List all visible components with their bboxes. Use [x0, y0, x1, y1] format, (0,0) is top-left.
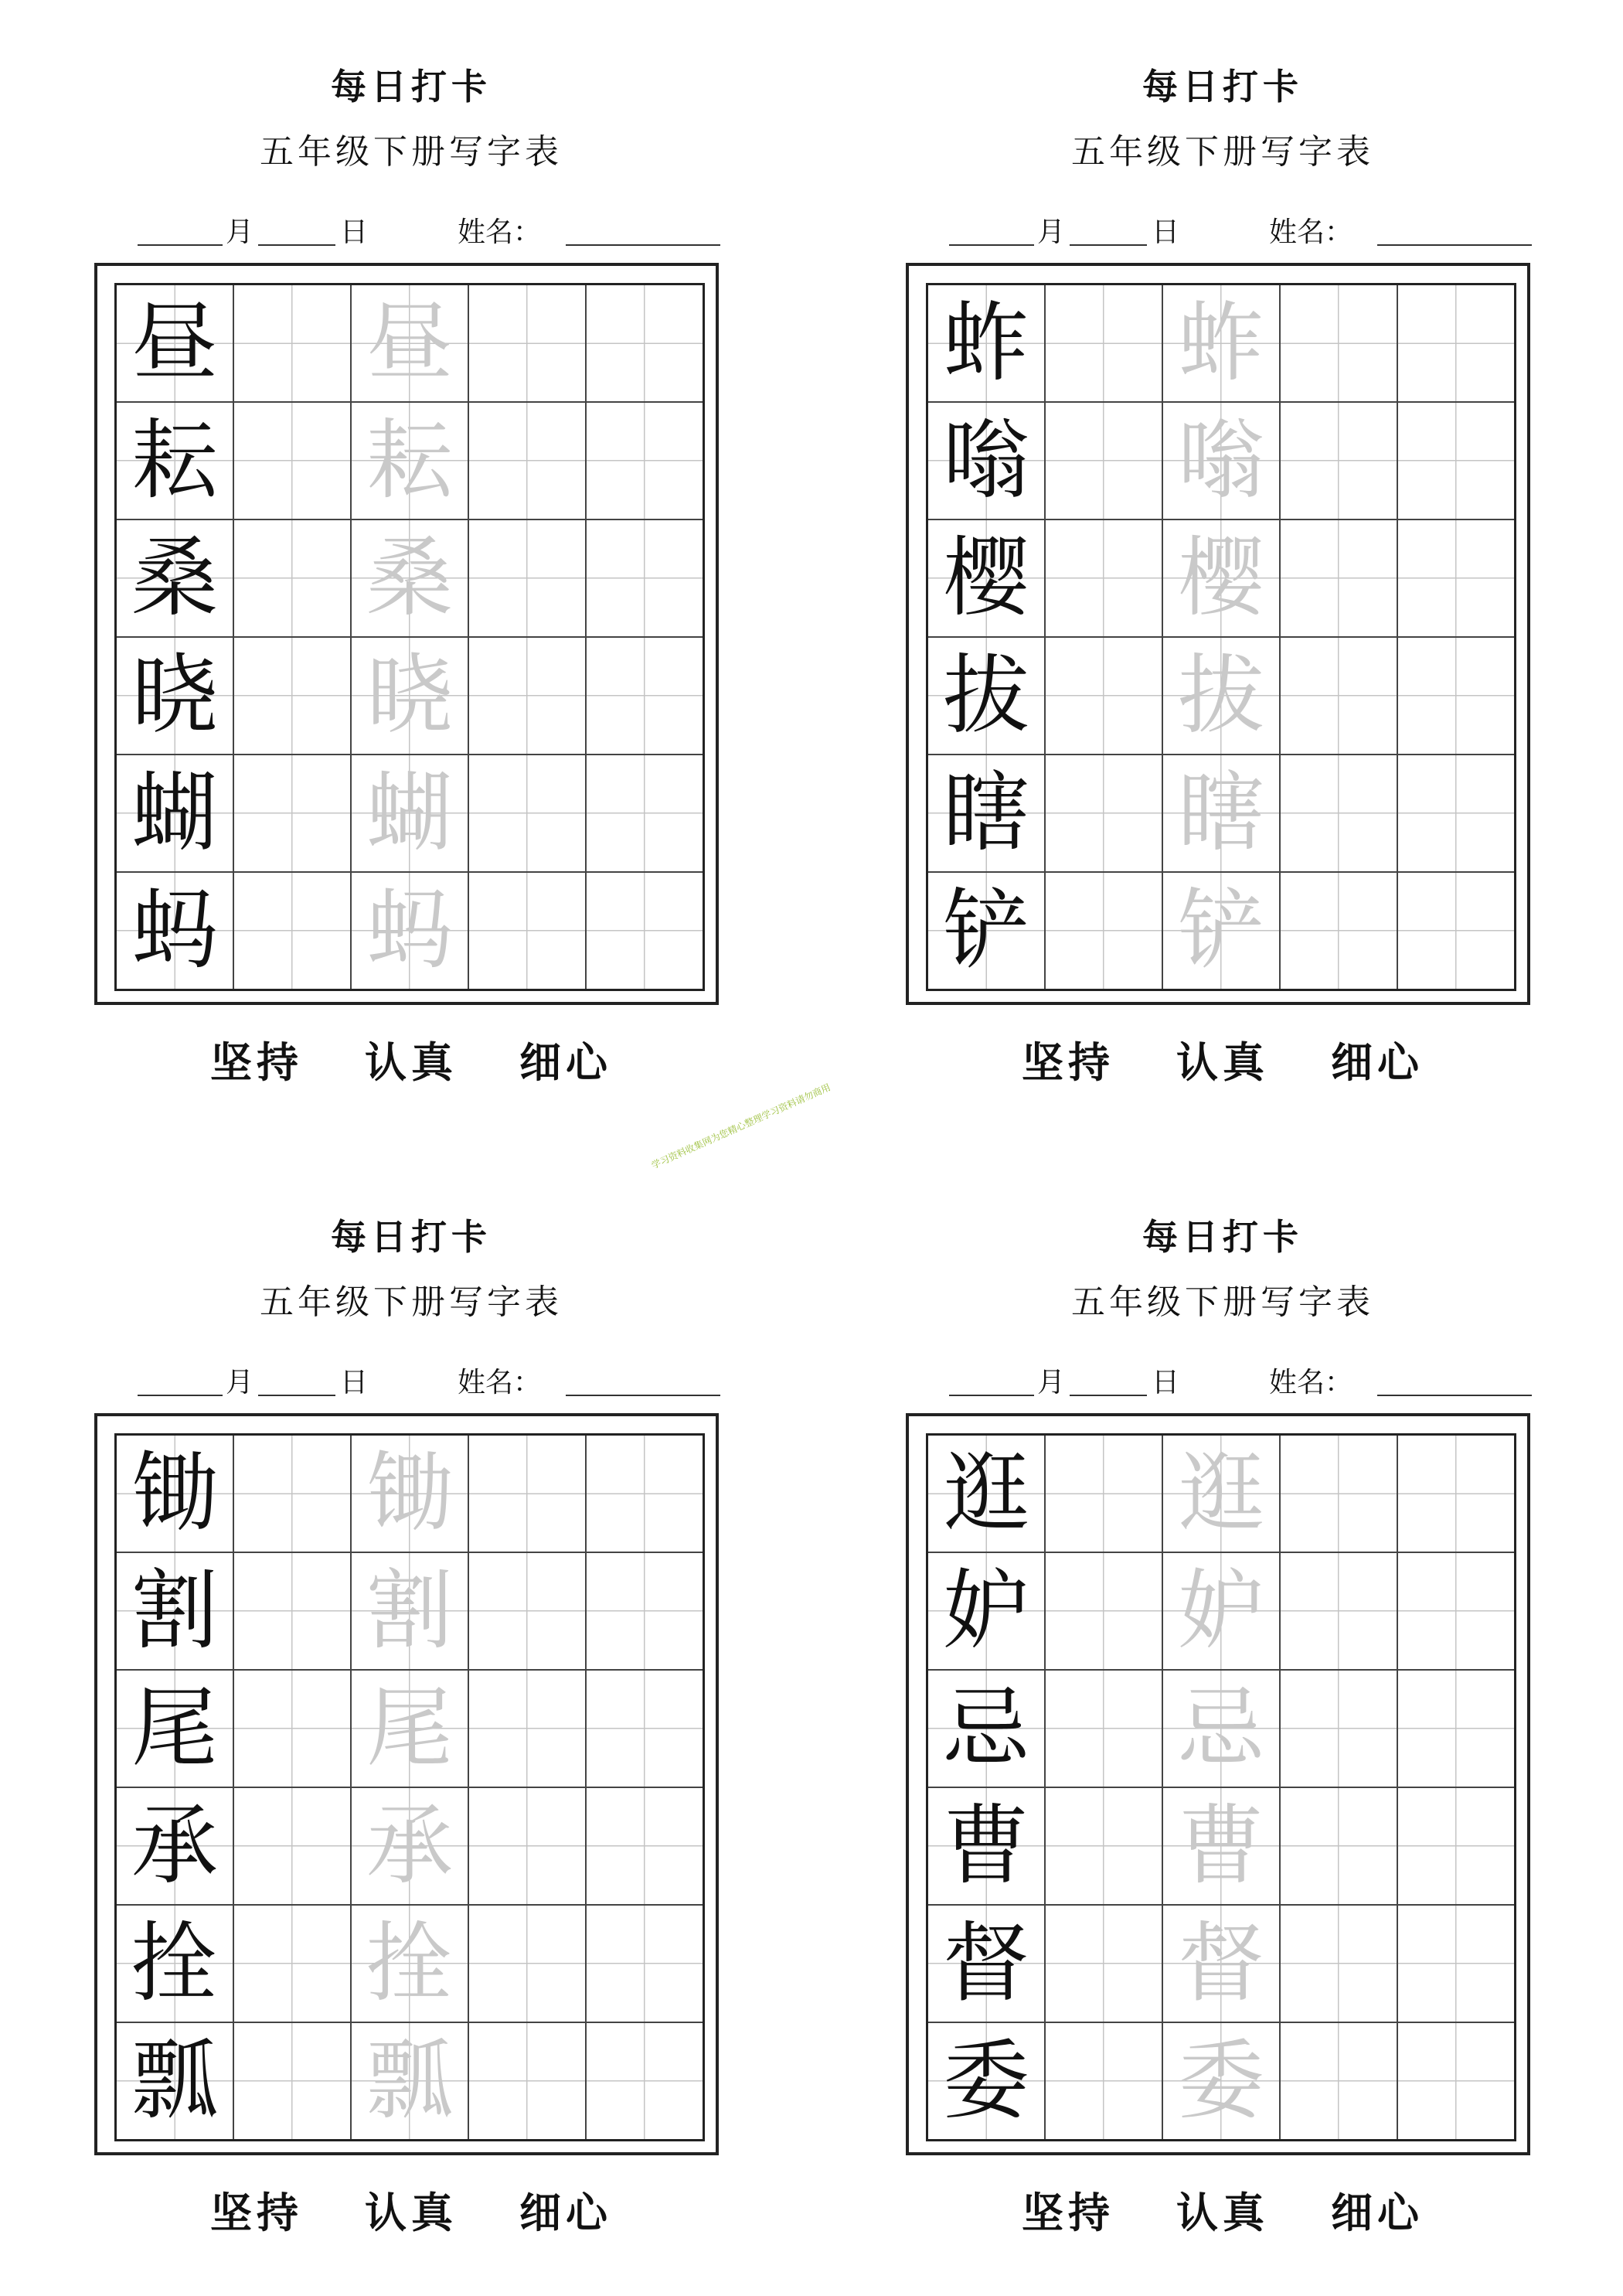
model-cell — [927, 2022, 1046, 2141]
practice-cell[interactable] — [1045, 1670, 1162, 1787]
grid-row — [116, 402, 704, 519]
month-label: 月 — [226, 216, 254, 248]
grid-row — [116, 637, 704, 755]
model-cell — [927, 1787, 1046, 1905]
name-label: 姓名： — [1269, 216, 1353, 248]
practice-cell[interactable] — [468, 872, 586, 990]
grid-row — [116, 1905, 704, 2022]
practice-cell[interactable] — [586, 402, 704, 519]
model-cell — [927, 1435, 1046, 1553]
practice-cell[interactable] — [1397, 402, 1516, 519]
model-character: 督 — [943, 1913, 1029, 2014]
trace-character: 嗡 — [1178, 410, 1264, 511]
name-label: 姓名： — [458, 216, 542, 248]
trace-cell[interactable] — [351, 1787, 468, 1905]
practice-cell[interactable] — [1280, 1787, 1397, 1905]
practice-cell[interactable] — [1045, 284, 1162, 403]
watermark-text: 学习资料收集网为您精心整理学习资料请勿商用 — [649, 1082, 832, 1171]
trace-cell[interactable] — [1162, 637, 1280, 755]
practice-cell[interactable] — [1397, 872, 1516, 990]
trace-cell[interactable] — [1162, 1787, 1280, 1905]
model-cell — [927, 1552, 1046, 1670]
writing-grid — [926, 283, 1516, 991]
practice-cell[interactable] — [233, 519, 351, 637]
grid-row — [927, 1670, 1516, 1787]
worksheet-3 — [94, 1150, 728, 2237]
model-character: 拴 — [131, 1913, 218, 2014]
practice-cell[interactable] — [468, 402, 586, 519]
trace-cell[interactable] — [351, 1670, 468, 1787]
practice-cell[interactable] — [468, 1905, 586, 2022]
practice-cell[interactable] — [1280, 1670, 1397, 1787]
trace-cell[interactable] — [351, 755, 468, 872]
grid-row — [927, 402, 1516, 519]
grid-row — [927, 1787, 1516, 1905]
practice-cell[interactable] — [586, 637, 704, 755]
trace-character: 逛 — [1178, 1443, 1264, 1544]
month-blank[interactable] — [949, 1395, 1034, 1396]
writing-grid — [114, 283, 705, 991]
motto-row — [906, 2180, 1540, 2240]
model-cell — [116, 284, 234, 403]
trace-cell[interactable] — [351, 519, 468, 637]
sheet-title: 每日打卡 — [331, 66, 492, 107]
trace-character: 妒 — [1178, 1561, 1264, 1661]
trace-character: 割 — [366, 1561, 453, 1661]
sheet-subtitle: 五年级下册写字表 — [1071, 132, 1374, 172]
trace-cell[interactable] — [1162, 1905, 1280, 2022]
sheet-subtitle: 五年级下册写字表 — [1071, 1283, 1374, 1322]
grid-row — [116, 2022, 704, 2141]
model-character: 委 — [943, 2031, 1029, 2131]
practice-cell[interactable] — [233, 284, 351, 403]
trace-cell[interactable] — [1162, 519, 1280, 637]
practice-cell[interactable] — [586, 1787, 704, 1905]
name-blank[interactable] — [1377, 1395, 1532, 1396]
practice-cell[interactable] — [586, 2022, 704, 2141]
grid-row — [927, 1435, 1516, 1553]
practice-cell[interactable] — [586, 1435, 704, 1553]
motto-careful: 细心 — [1331, 1037, 1424, 1087]
practice-cell[interactable] — [468, 755, 586, 872]
model-cell — [116, 872, 234, 990]
model-character: 昼 — [131, 293, 218, 393]
trace-character: 锄 — [366, 1443, 453, 1544]
model-character: 锄 — [131, 1443, 218, 1544]
motto-serious: 认真 — [1176, 2188, 1269, 2237]
trace-cell[interactable] — [351, 637, 468, 755]
worksheet-2 — [906, 0, 1540, 1087]
name-label: 姓名： — [1269, 1367, 1353, 1398]
trace-cell[interactable] — [351, 1435, 468, 1553]
model-cell — [927, 1670, 1046, 1787]
trace-cell[interactable] — [1162, 2022, 1280, 2141]
model-cell — [116, 1670, 234, 1787]
grid-row — [116, 1552, 704, 1670]
trace-character: 尾 — [366, 1678, 453, 1779]
model-cell — [116, 1552, 234, 1670]
model-character: 蚱 — [943, 293, 1029, 393]
trace-cell[interactable] — [1162, 402, 1280, 519]
date-name-row — [906, 207, 1540, 254]
model-cell — [927, 402, 1046, 519]
model-character: 拔 — [943, 646, 1029, 746]
motto-persist: 坚持 — [1022, 1037, 1114, 1087]
motto-careful: 细心 — [1331, 2188, 1424, 2237]
grid-row — [927, 1905, 1516, 2022]
practice-cell[interactable] — [233, 637, 351, 755]
trace-cell[interactable] — [351, 1905, 468, 2022]
date-name-row — [94, 1358, 728, 1404]
day-label: 日 — [1152, 216, 1180, 248]
trace-character: 督 — [1178, 1913, 1264, 2014]
model-cell — [927, 755, 1046, 872]
day-blank[interactable] — [258, 1395, 335, 1396]
day-blank[interactable] — [258, 244, 335, 246]
practice-cell[interactable] — [1397, 637, 1516, 755]
practice-cell[interactable] — [586, 755, 704, 872]
motto-careful: 细心 — [519, 2188, 612, 2237]
motto-row — [94, 1030, 728, 1089]
practice-cell[interactable] — [1397, 1787, 1516, 1905]
model-character: 桑 — [131, 528, 218, 629]
practice-cell[interactable] — [586, 872, 704, 990]
model-character: 尾 — [131, 1678, 218, 1779]
motto-careful: 细心 — [519, 1037, 612, 1087]
practice-cell[interactable] — [233, 1552, 351, 1670]
model-character: 蚂 — [131, 881, 218, 981]
grid-row — [116, 1787, 704, 1905]
practice-cell[interactable] — [233, 1435, 351, 1553]
motto-row — [94, 2180, 728, 2240]
worksheet-1 — [94, 0, 728, 1087]
practice-cell[interactable] — [233, 2022, 351, 2141]
motto-serious: 认真 — [365, 2188, 458, 2237]
trace-character: 铲 — [1178, 881, 1264, 981]
practice-cell[interactable] — [1397, 1670, 1516, 1787]
trace-character: 拴 — [366, 1913, 453, 2014]
practice-cell[interactable] — [1280, 284, 1397, 403]
practice-cell[interactable] — [233, 402, 351, 519]
trace-cell[interactable] — [1162, 1552, 1280, 1670]
trace-cell[interactable] — [1162, 872, 1280, 990]
model-character: 妒 — [943, 1561, 1029, 1661]
trace-cell[interactable] — [351, 1552, 468, 1670]
trace-character: 拔 — [1178, 646, 1264, 746]
model-character: 瓢 — [131, 2031, 218, 2131]
practice-cell[interactable] — [1280, 519, 1397, 637]
day-blank[interactable] — [1070, 244, 1147, 246]
grid-row — [116, 755, 704, 872]
sheet-title: 每日打卡 — [331, 1216, 492, 1258]
practice-cell[interactable] — [586, 1552, 704, 1670]
month-blank[interactable] — [949, 244, 1034, 246]
trace-character: 樱 — [1178, 528, 1264, 629]
practice-cell[interactable] — [1280, 637, 1397, 755]
motto-serious: 认真 — [365, 1037, 458, 1087]
practice-cell[interactable] — [233, 1905, 351, 2022]
practice-cell[interactable] — [468, 1670, 586, 1787]
practice-cell[interactable] — [1280, 755, 1397, 872]
trace-character: 瞎 — [1178, 763, 1264, 864]
practice-cell[interactable] — [1397, 2022, 1516, 2141]
practice-cell[interactable] — [468, 2022, 586, 2141]
day-blank[interactable] — [1070, 1395, 1147, 1396]
trace-character: 曹 — [1178, 1796, 1264, 1896]
practice-cell[interactable] — [1045, 1552, 1162, 1670]
model-cell — [116, 1435, 234, 1553]
practice-cell[interactable] — [1397, 1905, 1516, 2022]
model-cell — [927, 872, 1046, 990]
trace-cell[interactable] — [1162, 1670, 1280, 1787]
trace-character: 昼 — [366, 293, 453, 393]
motto-row — [906, 1030, 1540, 1089]
grid-row — [116, 284, 704, 403]
trace-character: 桑 — [366, 528, 453, 629]
practice-cell[interactable] — [1045, 519, 1162, 637]
sheet-subtitle: 五年级下册写字表 — [260, 132, 563, 172]
practice-cell[interactable] — [468, 284, 586, 403]
model-character: 割 — [131, 1561, 218, 1661]
model-character: 曹 — [943, 1796, 1029, 1896]
model-cell — [116, 1905, 234, 2022]
trace-character: 蝴 — [366, 763, 453, 864]
writing-grid-frame — [94, 1413, 719, 2155]
practice-cell[interactable] — [1397, 755, 1516, 872]
trace-character: 忌 — [1178, 1678, 1264, 1779]
model-cell — [116, 2022, 234, 2141]
trace-cell[interactable] — [1162, 1435, 1280, 1553]
practice-cell[interactable] — [1045, 2022, 1162, 2141]
grid-row — [116, 1670, 704, 1787]
trace-character: 蚂 — [366, 881, 453, 981]
day-label: 日 — [340, 1367, 369, 1398]
month-blank[interactable] — [138, 1395, 223, 1396]
model-character: 嗡 — [943, 410, 1029, 511]
model-character: 耘 — [131, 410, 218, 511]
practice-cell[interactable] — [1280, 402, 1397, 519]
worksheet-4 — [906, 1150, 1540, 2237]
practice-cell[interactable] — [1397, 1435, 1516, 1553]
practice-cell[interactable] — [1280, 1435, 1397, 1553]
month-label: 月 — [1037, 1367, 1066, 1398]
trace-character: 蚱 — [1178, 293, 1264, 393]
practice-cell[interactable] — [1280, 1905, 1397, 2022]
grid-row — [927, 519, 1516, 637]
trace-cell[interactable] — [351, 2022, 468, 2141]
sheet-title: 每日打卡 — [1142, 1216, 1303, 1258]
grid-row — [927, 1552, 1516, 1670]
trace-character: 委 — [1178, 2031, 1264, 2131]
model-cell — [116, 519, 234, 637]
trace-cell[interactable] — [351, 284, 468, 403]
model-cell — [927, 284, 1046, 403]
practice-cell[interactable] — [586, 284, 704, 403]
model-character: 晓 — [131, 646, 218, 746]
grid-row — [927, 2022, 1516, 2141]
practice-cell[interactable] — [586, 1670, 704, 1787]
practice-cell[interactable] — [586, 1905, 704, 2022]
practice-cell[interactable] — [468, 1435, 586, 1553]
practice-cell[interactable] — [233, 872, 351, 990]
practice-cell[interactable] — [1045, 402, 1162, 519]
model-cell — [116, 755, 234, 872]
grid-row — [116, 1435, 704, 1553]
grid-row — [116, 872, 704, 990]
trace-cell[interactable] — [1162, 284, 1280, 403]
practice-cell[interactable] — [1045, 1787, 1162, 1905]
model-cell — [116, 637, 234, 755]
practice-cell[interactable] — [233, 755, 351, 872]
writing-grid-frame — [906, 263, 1530, 1005]
model-cell — [927, 1905, 1046, 2022]
writing-grid-frame — [906, 1413, 1530, 2155]
name-label: 姓名： — [458, 1367, 542, 1398]
date-name-row — [94, 207, 728, 254]
trace-character: 瓢 — [366, 2031, 453, 2131]
motto-serious: 认真 — [1176, 1037, 1269, 1087]
practice-cell[interactable] — [1397, 519, 1516, 637]
month-label: 月 — [1037, 216, 1066, 248]
month-label: 月 — [226, 1367, 254, 1398]
trace-character: 承 — [366, 1796, 453, 1896]
practice-cell[interactable] — [1045, 1905, 1162, 2022]
trace-cell[interactable] — [351, 402, 468, 519]
practice-cell[interactable] — [1045, 637, 1162, 755]
practice-cell[interactable] — [233, 1787, 351, 1905]
model-character: 樱 — [943, 528, 1029, 629]
name-blank[interactable] — [566, 244, 720, 246]
grid-row — [927, 872, 1516, 990]
name-blank[interactable] — [1377, 244, 1532, 246]
model-character: 蝴 — [131, 763, 218, 864]
model-character: 忌 — [943, 1678, 1029, 1779]
sheet-title: 每日打卡 — [1142, 66, 1303, 107]
practice-cell[interactable] — [586, 519, 704, 637]
day-label: 日 — [1152, 1367, 1180, 1398]
grid-row — [927, 284, 1516, 403]
month-blank[interactable] — [138, 244, 223, 246]
model-cell — [116, 402, 234, 519]
model-cell — [927, 637, 1046, 755]
grid-row — [927, 755, 1516, 872]
practice-cell[interactable] — [468, 1552, 586, 1670]
motto-persist: 坚持 — [210, 2188, 303, 2237]
writing-grid-frame — [94, 263, 719, 1005]
model-cell — [116, 1787, 234, 1905]
practice-cell[interactable] — [468, 1787, 586, 1905]
practice-cell[interactable] — [1280, 2022, 1397, 2141]
trace-cell[interactable] — [1162, 755, 1280, 872]
practice-cell[interactable] — [1280, 872, 1397, 990]
practice-cell[interactable] — [468, 637, 586, 755]
writing-grid — [114, 1433, 705, 2141]
trace-character: 耘 — [366, 410, 453, 511]
practice-cell[interactable] — [1397, 1552, 1516, 1670]
trace-character: 晓 — [366, 646, 453, 746]
model-character: 瞎 — [943, 763, 1029, 864]
day-label: 日 — [340, 216, 369, 248]
model-character: 逛 — [943, 1443, 1029, 1544]
writing-grid — [926, 1433, 1516, 2141]
model-cell — [927, 519, 1046, 637]
motto-persist: 坚持 — [1022, 2188, 1114, 2237]
practice-cell[interactable] — [468, 519, 586, 637]
practice-cell[interactable] — [1045, 1435, 1162, 1553]
grid-row — [927, 637, 1516, 755]
grid-row — [116, 519, 704, 637]
trace-cell[interactable] — [351, 872, 468, 990]
practice-cell[interactable] — [1045, 872, 1162, 990]
motto-persist: 坚持 — [210, 1037, 303, 1087]
name-blank[interactable] — [566, 1395, 720, 1396]
model-character: 承 — [131, 1796, 218, 1896]
practice-cell[interactable] — [1045, 755, 1162, 872]
model-character: 铲 — [943, 881, 1029, 981]
practice-cell[interactable] — [233, 1670, 351, 1787]
sheet-subtitle: 五年级下册写字表 — [260, 1283, 563, 1322]
date-name-row — [906, 1358, 1540, 1404]
practice-cell[interactable] — [1280, 1552, 1397, 1670]
practice-cell[interactable] — [1397, 284, 1516, 403]
